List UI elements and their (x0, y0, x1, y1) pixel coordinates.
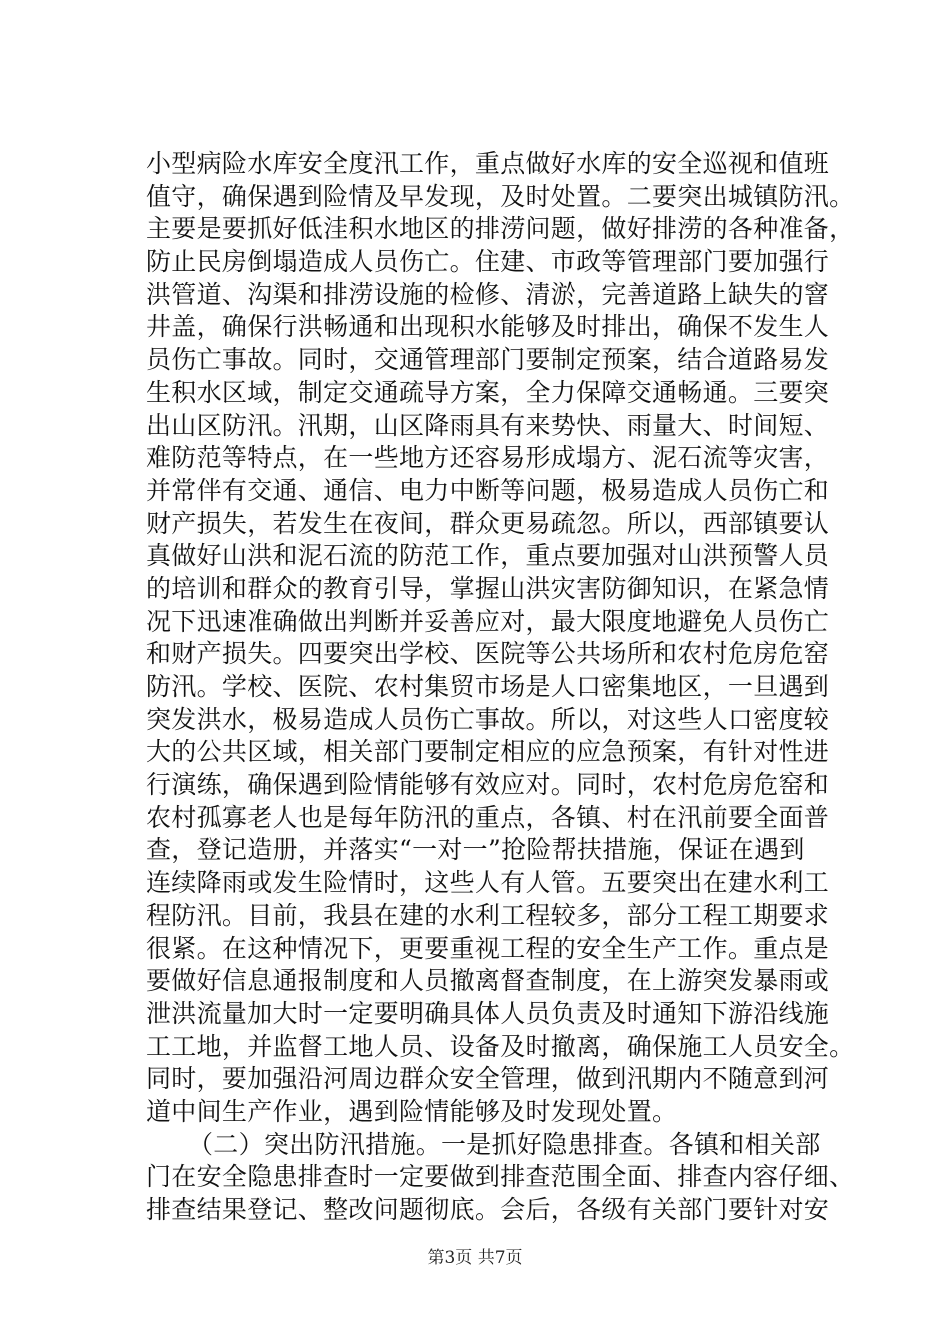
text-line: 井盖，确保行洪畅通和出现积水能够及时排出，确保不发生人 (146, 312, 830, 342)
text-line: 生积水区域，制定交通疏导方案，全力保障交通畅通。三要突 (146, 377, 830, 407)
text-line: 的培训和群众的教育引导，掌握山洪灾害防御知识，在紧急情 (146, 573, 830, 603)
text-line: 和财产损失。四要突出学校、医院等公共场所和农村危房危窑 (146, 639, 830, 669)
text-line: 同时，要加强沿河周边群众安全管理，做到汛期内不随意到河 (146, 1064, 830, 1094)
text-line: 真做好山洪和泥石流的防范工作，重点要加强对山洪预警人员 (146, 541, 830, 571)
text-line: 门在安全隐患排查时一定要做到排查范围全面、排查内容仔细、 (146, 1162, 855, 1192)
text-line: 工工地，并监督工地人员、设备及时撤离，确保施工人员安全。 (146, 1031, 855, 1061)
paragraph-start-line: （二）突出防汛措施。一是抓好隐患排查。各镇和相关部 (188, 1129, 821, 1159)
text-line: 员伤亡事故。同时，交通管理部门要制定预案，结合道路易发 (146, 345, 830, 375)
body-text (146, 148, 866, 1227)
text-line: 农村孤寡老人也是每年防汛的重点，各镇、村在汛前要全面普 (146, 802, 830, 832)
text-line: 防汛。学校、医院、农村集贸市场是人口密集地区，一旦遇到 (146, 672, 830, 701)
text-line: 大的公共区域，相关部门要制定相应的应急预案，有针对性进 (146, 737, 830, 767)
text-line: 并常伴有交通、通信、电力中断等问题，极易造成人员伤亡和 (146, 475, 830, 505)
text-line: 程防汛。目前，我县在建的水利工程较多，部分工程工期要求 (146, 900, 830, 930)
text-line: 突发洪水，极易造成人员伤亡事故。所以，对这些人口密度较 (146, 704, 830, 734)
text-line: 要做好信息通报制度和人员撤离督查制度，在上游突发暴雨或 (146, 966, 830, 996)
text-line: 况下迅速准确做出判断并妥善应对，最大限度地避免人员伤亡 (146, 606, 830, 636)
text-line: 道中间生产作业，遇到险情能够及时发现处置。 (146, 1096, 678, 1126)
text-line: 连续降雨或发生险情时，这些人有人管。五要突出在建水利工 (146, 868, 830, 898)
text-line: 行演练，确保遇到险情能够有效应对。同时，农村危房危窑和 (146, 770, 830, 800)
text-line: 防止民房倒塌造成人员伤亡。住建、市政等管理部门要加强行 (146, 247, 830, 277)
text-line: 值守，确保遇到险情及早发现，及时处置。二要突出城镇防汛。 (146, 181, 855, 211)
text-line: 洪管道、沟渠和排涝设施的检修、清淤，完善道路上缺失的窨 (146, 279, 830, 309)
text-line: 出山区防汛。汛期，山区降雨具有来势快、雨量大、时间短、 (146, 410, 830, 440)
text-line: 难防范等特点，在一些地方还容易形成塌方、泥石流等灾害， (146, 443, 830, 473)
page-number-footer: 第3页 共7页 (427, 1248, 523, 1268)
text-line: 小型病险水库安全度汛工作，重点做好水库的安全巡视和值班 (146, 149, 830, 178)
text-line: 很紧。在这种情况下，更要重视工程的安全生产工作。重点是 (146, 933, 830, 963)
text-line: 财产损失，若发生在夜间，群众更易疏忽。所以，西部镇要认 (146, 508, 830, 538)
text-line: 排查结果登记、整改问题彻底。会后，各级有关部门要针对安 (146, 1195, 830, 1224)
text-line: 主要是要抓好低洼积水地区的排涝问题，做好排涝的各种准备， (146, 214, 855, 244)
text-line: 查，登记造册，并落实“一对一”抢险帮扶措施，保证在遇到 (146, 835, 805, 865)
text-line: 泄洪流量加大时一定要明确具体人员负责及时通知下游沿线施 (146, 998, 830, 1028)
